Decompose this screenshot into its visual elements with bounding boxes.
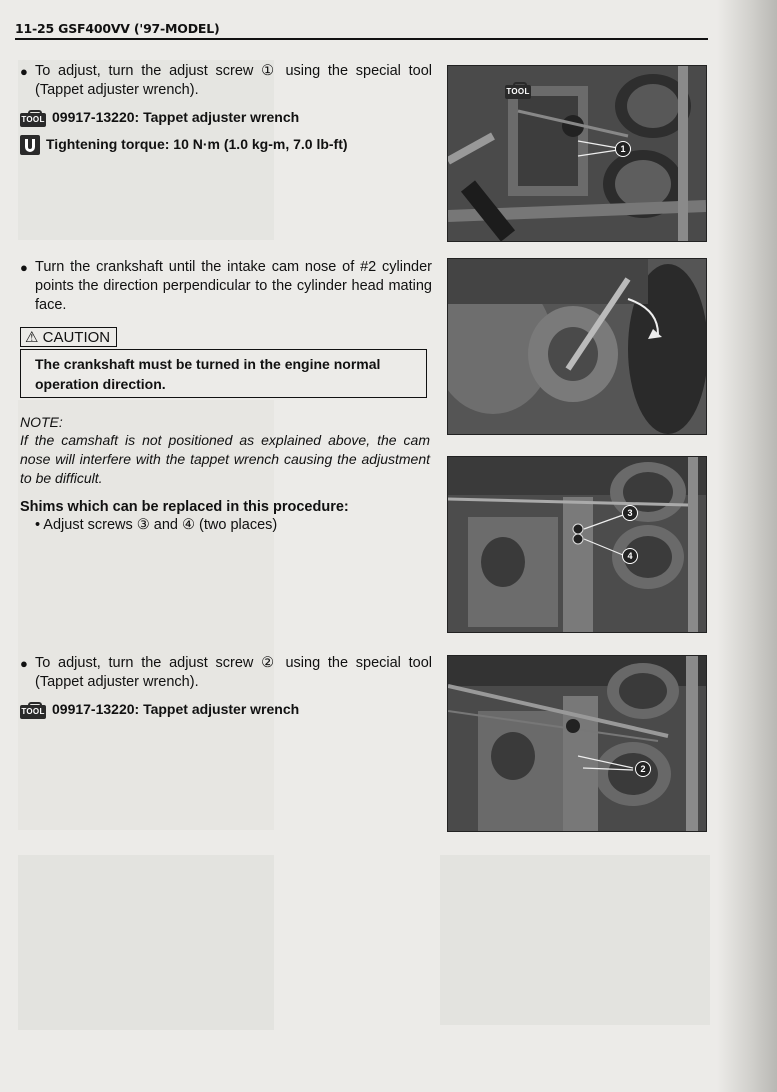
note-text: If the camshaft is not positioned as explained above, the cam nose will interfere with the tappet wrench causing the adjustment to be difficult. — [20, 432, 430, 486]
bleed-through-left-3 — [18, 855, 274, 1030]
photo-crankshaft — [447, 258, 707, 435]
step-1-text: To adjust, turn the adjust screw ① using the special tool (Tappet adjuster wrench). — [35, 63, 432, 98]
page-edge-shadow — [717, 0, 777, 1092]
tool-line-2 — [20, 698, 299, 720]
step-1 — [20, 62, 432, 100]
torque-wrench-icon — [20, 135, 40, 155]
caution-text: The crankshaft must be turned in the engine normal operation direction. — [20, 349, 427, 398]
tool-line-1 — [20, 106, 299, 128]
bleed-through-right-1 — [440, 855, 710, 1025]
caution-label: ⚠ CAUTION — [20, 327, 117, 347]
bullet-icon: ● — [20, 656, 28, 671]
tool-part-number: 09917-13220: Tappet adjuster wrench — [52, 701, 300, 717]
bullet-icon: ● — [20, 64, 28, 79]
torque-spec: Tightening torque: 10 N·m (1.0 kg-m, 7.0 lb-ft) — [46, 136, 348, 152]
callout-4: 4 — [622, 548, 638, 564]
shims-item: • Adjust screws ③ and ④ (two places) — [35, 517, 278, 533]
step-3 — [20, 654, 432, 692]
step-3-text: To adjust, turn the adjust screw ② using the special tool (Tappet adjuster wrench). — [35, 655, 432, 690]
photo-tappet-adjust-2 — [447, 655, 707, 832]
tool-icon: TOOL — [505, 82, 531, 99]
photo-tappet-adjust-1 — [447, 65, 707, 242]
callout-3: 3 — [622, 505, 638, 521]
page-header: 11-25 GSF400VV ('97-MODEL) — [15, 22, 708, 40]
callout-2: 2 — [635, 761, 651, 777]
photo-adjust-screws-3-4 — [447, 456, 707, 633]
step-2-text: Turn the crankshaft until the intake cam nose of #2 cylinder points the direction perpendicular to the cylinder head mating face. — [35, 259, 432, 313]
tool-icon: TOOL — [20, 702, 46, 719]
tool-part-number: 09917-13220: Tappet adjuster wrench — [52, 109, 300, 125]
shims-heading: Shims which can be replaced in this procedure: — [20, 499, 349, 515]
torque-line — [20, 133, 348, 155]
tool-icon: TOOL — [20, 110, 46, 127]
bullet-icon: ● — [20, 260, 28, 275]
note-label: NOTE: — [20, 414, 63, 430]
step-2 — [20, 258, 432, 315]
callout-1: 1 — [615, 141, 631, 157]
